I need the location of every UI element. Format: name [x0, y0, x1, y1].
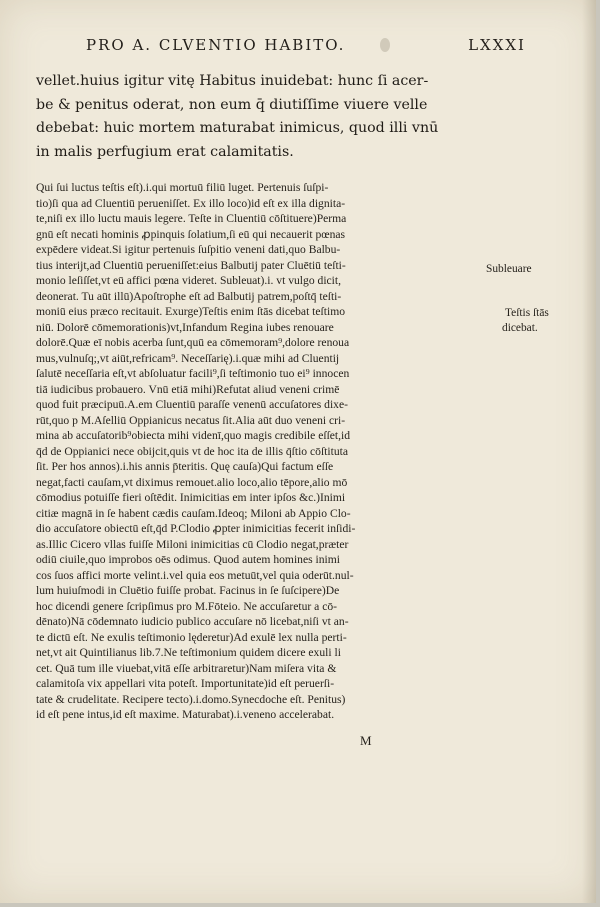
commentary-line: dio accuſatore obiectū eſt,q̄d P.Clodio ꝓpter inimicitias fecerit inſidi-	[36, 522, 356, 535]
commentary-line: net,vt ait Quintilianus lib.7.Ne teſtimonium quidem dicere exuli li	[36, 646, 341, 659]
margin-note: Teſtis ſtās	[505, 307, 549, 319]
commentary-line: dolorē.Quæ eī nobis acerba ſunt,quū ea cōmemoram⁹,dolore renoua	[36, 336, 350, 349]
commentary-line: cos ſuos affici morte velint.i.vel quia eos metuūt,vel quia oderūt.nul-	[36, 568, 354, 582]
commentary-line: te dictū eſt. Ne exulis teſtimonio lęderetur)Ad exulē lex nulla perti-	[36, 630, 347, 644]
commentary-line: ſit. Per hos annos).i.his annis p̄teritis. Quę cauſa)Qui factum eſſe	[36, 460, 334, 473]
commentary-line: mus,vulnuſq;,vt aiūt,refricam⁹. Neceſſarię).i.quæ mihi ad Cluentij	[36, 351, 340, 365]
commentary-line: monio leſiſſet,vt eū affici pœna videret. Subleuat).i. vt vulgo dicit,	[36, 274, 342, 287]
margin-note: Subleuare	[486, 263, 532, 275]
commentary-line: ſalutē neceſſaria eſt,vt abſoluatur facili⁹,ſi teſtimonio tuo ei⁹ innocen	[36, 367, 350, 380]
commentary-line: expēdere videat.Si igitur pertenuis ſuſpitio veneni dati,quo Balbu-	[36, 243, 341, 256]
commentary-line: id eſt pene intus,id eſt maxime. Maturabat).i.veneno accelerabat.	[36, 708, 335, 721]
margin-note: dicebat.	[502, 322, 538, 334]
folio-number: LXXXI	[468, 36, 526, 54]
commentary-line: rūt,quo p M.Aſelliū Oppianicus necatus ſit.Alia aūt duo veneni cri-	[36, 413, 346, 427]
commentary-line: negat,facti cauſam,vt diximus remouet.alio loco,alio tēpore,alio mō	[36, 475, 348, 489]
commentary-line: te,niſi ex illo luctu mauis legere. Teſte in Cluentiū cōſtituere)Perma	[36, 212, 347, 225]
main-text-line: debebat: huic mortem maturabat inimicus, quod illi vnū	[36, 120, 439, 136]
commentary-line: quod fuit præcipuū.A.em Cluentiū paraſſe venenū accuſatores dixe-	[36, 398, 348, 411]
commentary-line: tius interijt,ad Cluentiū perueniſſet:eius Balbutij pater Cluētiū teſti-	[36, 258, 346, 272]
commentary-line: as.Illic Cicero vllas fuiſſe Miloni inimicitias cū Clodio negat,præter	[36, 537, 349, 551]
commentary-line: cet. Quā tum ille viuebat,vitā eſſe arbitraretur)Nam miſera vita &	[36, 661, 337, 675]
page-edge-shadow	[582, 0, 596, 903]
commentary-line: gnū eſt necati hominis ꝓpinquis ſolatium,ſi eū qui necauerit pœnas	[36, 227, 346, 241]
commentary-line: calamitoſa vix appellari vita poteſt. Importunitate)id eſt peruerſi-	[36, 677, 335, 690]
main-text-line: vellet.huius igitur vitę Habitus inuidebat: hunc ſi acer-	[36, 73, 429, 89]
commentary-line: niū. Dolorē cōmemorationis)vt,Infandum Regina iubes renouare	[36, 320, 334, 334]
commentary-line: deonerat. Tu aūt illū)Apoſtrophe eſt ad Balbutij patrem,poſtq̄ teſti-	[36, 289, 342, 303]
commentary-line: hoc dicendi genere ſcripſimus pro M.Fōteio. Ne accuſaretur a cō-	[36, 599, 338, 613]
commentary-line: dēnato)Nā cōdemnato iudicio publico accuſare nō licebat,niſi vt an-	[36, 615, 349, 628]
signature-mark: M	[360, 733, 372, 748]
commentary-line: cōmodius potuiſſe fieri oſtēdit. Inimicitias em inter ipſos &c.)Inimi	[36, 491, 346, 504]
main-text-line: in malis perfugium erat calamitatis.	[36, 143, 294, 160]
commentary-line: lum huiuſmodi in Cluētio fuiſſe probat. Facinus in ſe ſuſcipere)De	[36, 584, 340, 597]
main-text-block	[36, 70, 486, 164]
running-header	[86, 36, 526, 58]
commentary-line: tio)ſi qua ad Cluentiū perueniſſet. Ex illo loco)id eſt ex illa dignita-	[36, 196, 346, 210]
commentary-line: mina ab accuſatorib⁹obiecta mihi videnī,quo magis credibile eſſet,id	[36, 429, 351, 442]
commentary-line: q̄d de Oppianici nece obijcit,quis vt de hoc ita de illis q̄ſtio cōſtituta	[36, 444, 348, 458]
main-text-line: be & penitus oderat, non eum q̄ diutiſſime viuere velle	[36, 96, 428, 113]
commentary-block	[36, 180, 486, 723]
commentary-line: moniū eius præco recitauit. Exurge)Teſtis enim ſtās dicebat teſtimo	[36, 305, 346, 318]
commentary-line: citiæ magnā in ſe habent cædis cauſam.Ideoq; Miloni ab Appio Clo-	[36, 506, 351, 520]
running-title: PRO A. CLVENTIO HABITO.	[86, 36, 346, 54]
commentary-line: odiū ciuile,quo improbos oēs odimus. Quod autem homines inimi	[36, 553, 340, 566]
commentary-line: Qui ſui luctus teſtis eſt).i.qui mortuū filiū luget. Pertenuis ſuſpi-	[36, 181, 329, 194]
commentary-line: tate & crudelitate. Recipere tecto).i.domo.Synecdoche eſt. Penitus)	[36, 692, 346, 706]
commentary-line: tiā iudicibus probauero. Vnū etiā mihi)Refutat aliud veneni crimē	[36, 382, 340, 396]
